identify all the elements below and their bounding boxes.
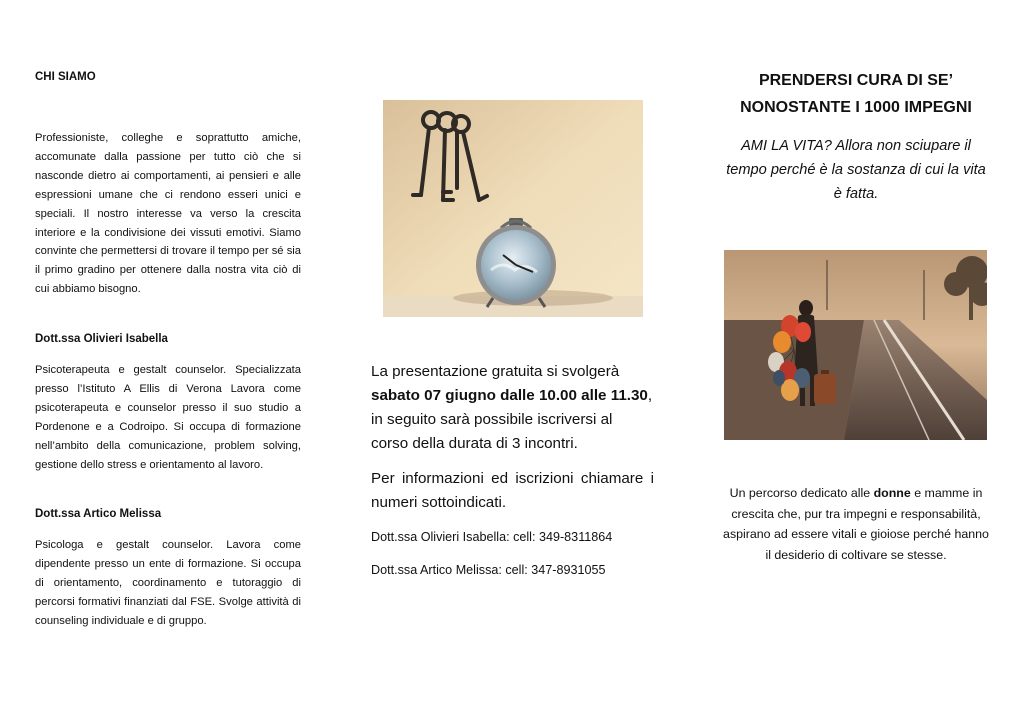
intro-paragraph: Professioniste, colleghe e soprattutto amiche, accomunate dalla passione per tutto ciò che si nasconde dietro ai comportamenti, ai pensieri e alle espressioni umane che ci rendono esseri unici e speciali. Il nostro interesse va verso la crescita interiore e la condivisione dei vissuti emotivi. Siamo convinte che permettersi di trovare il tempo per sé sia il primo gradino per ottenere dalla nostra vita ciò di cui abbiamo bisogno.: [35, 132, 301, 296]
title-line2: NONOSTANTE I 1000 IMPEGNI: [740, 99, 972, 116]
contact-1: Dott.ssa Olivieri Isabella: cell: 349-8311864: [371, 530, 613, 544]
desc-before: Un percorso dedicato alle: [729, 486, 874, 500]
chi-siamo-heading: CHI SIAMO: [35, 71, 96, 83]
presentation-line1: La presentazione gratuita si svolgerà: [371, 363, 620, 380]
description: [722, 483, 990, 565]
contact-2: Dott.ssa Artico Melissa: cell: 347-8931055: [371, 563, 606, 577]
page-title: [722, 67, 990, 121]
presentation-date-line: [371, 384, 654, 408]
desc-after: e mamme in crescita che, pur tra impegni e responsabilità, aspirano ad essere vitali e gioiose perché hanno il desiderio di coltivare se stesse.: [723, 486, 989, 562]
presentation-comma: ,: [647, 387, 653, 404]
title-line1: PRENDERSI CURA DI SE’: [758, 72, 954, 89]
presentation-line3: in seguito sarà possibile iscriversi al corso della durata di 3 incontri.: [371, 411, 613, 452]
desc-bold: donne: [873, 486, 911, 500]
person2-paragraph: Psicologa e gestalt counselor. Lavora come dipendente presso un ente di formazione. Si occupa di orientamento, coordinamento e tutoraggio di percorsi formativi finanziati dal FSE. Svolge attività di counseling individuale e di gruppo.: [35, 539, 301, 627]
person1-heading: Dott.ssa Olivieri Isabella: [35, 333, 168, 345]
presentation-date: sabato 07 giugno dalle 10.00 alle 11.30: [371, 387, 648, 404]
presentation-block: [371, 360, 654, 456]
person1-paragraph: Psicoterapeuta e gestalt counselor. Specializzata presso l’Istituto A Ellis di Verona Lavora come psicoterapeuta e counselor presso il suo studio a Pordenone e a Codroipo. Si occupa di formazione nell’ambito della comunicazione, problem solving, gestione dello stress e orientamento al lavoro.: [35, 364, 301, 471]
keys-and-clock-photo: [383, 100, 643, 317]
subtitle: AMI LA VITA? Allora non sciupare il tempo perché è la sostanza di cui la vita è fatta.: [726, 138, 986, 202]
info-paragraph: Per informazioni ed iscrizioni chiamare i numeri sottoindicati.: [371, 470, 654, 511]
woman-with-balloons-photo: [724, 250, 987, 440]
person2-heading: Dott.ssa Artico Melissa: [35, 508, 162, 520]
